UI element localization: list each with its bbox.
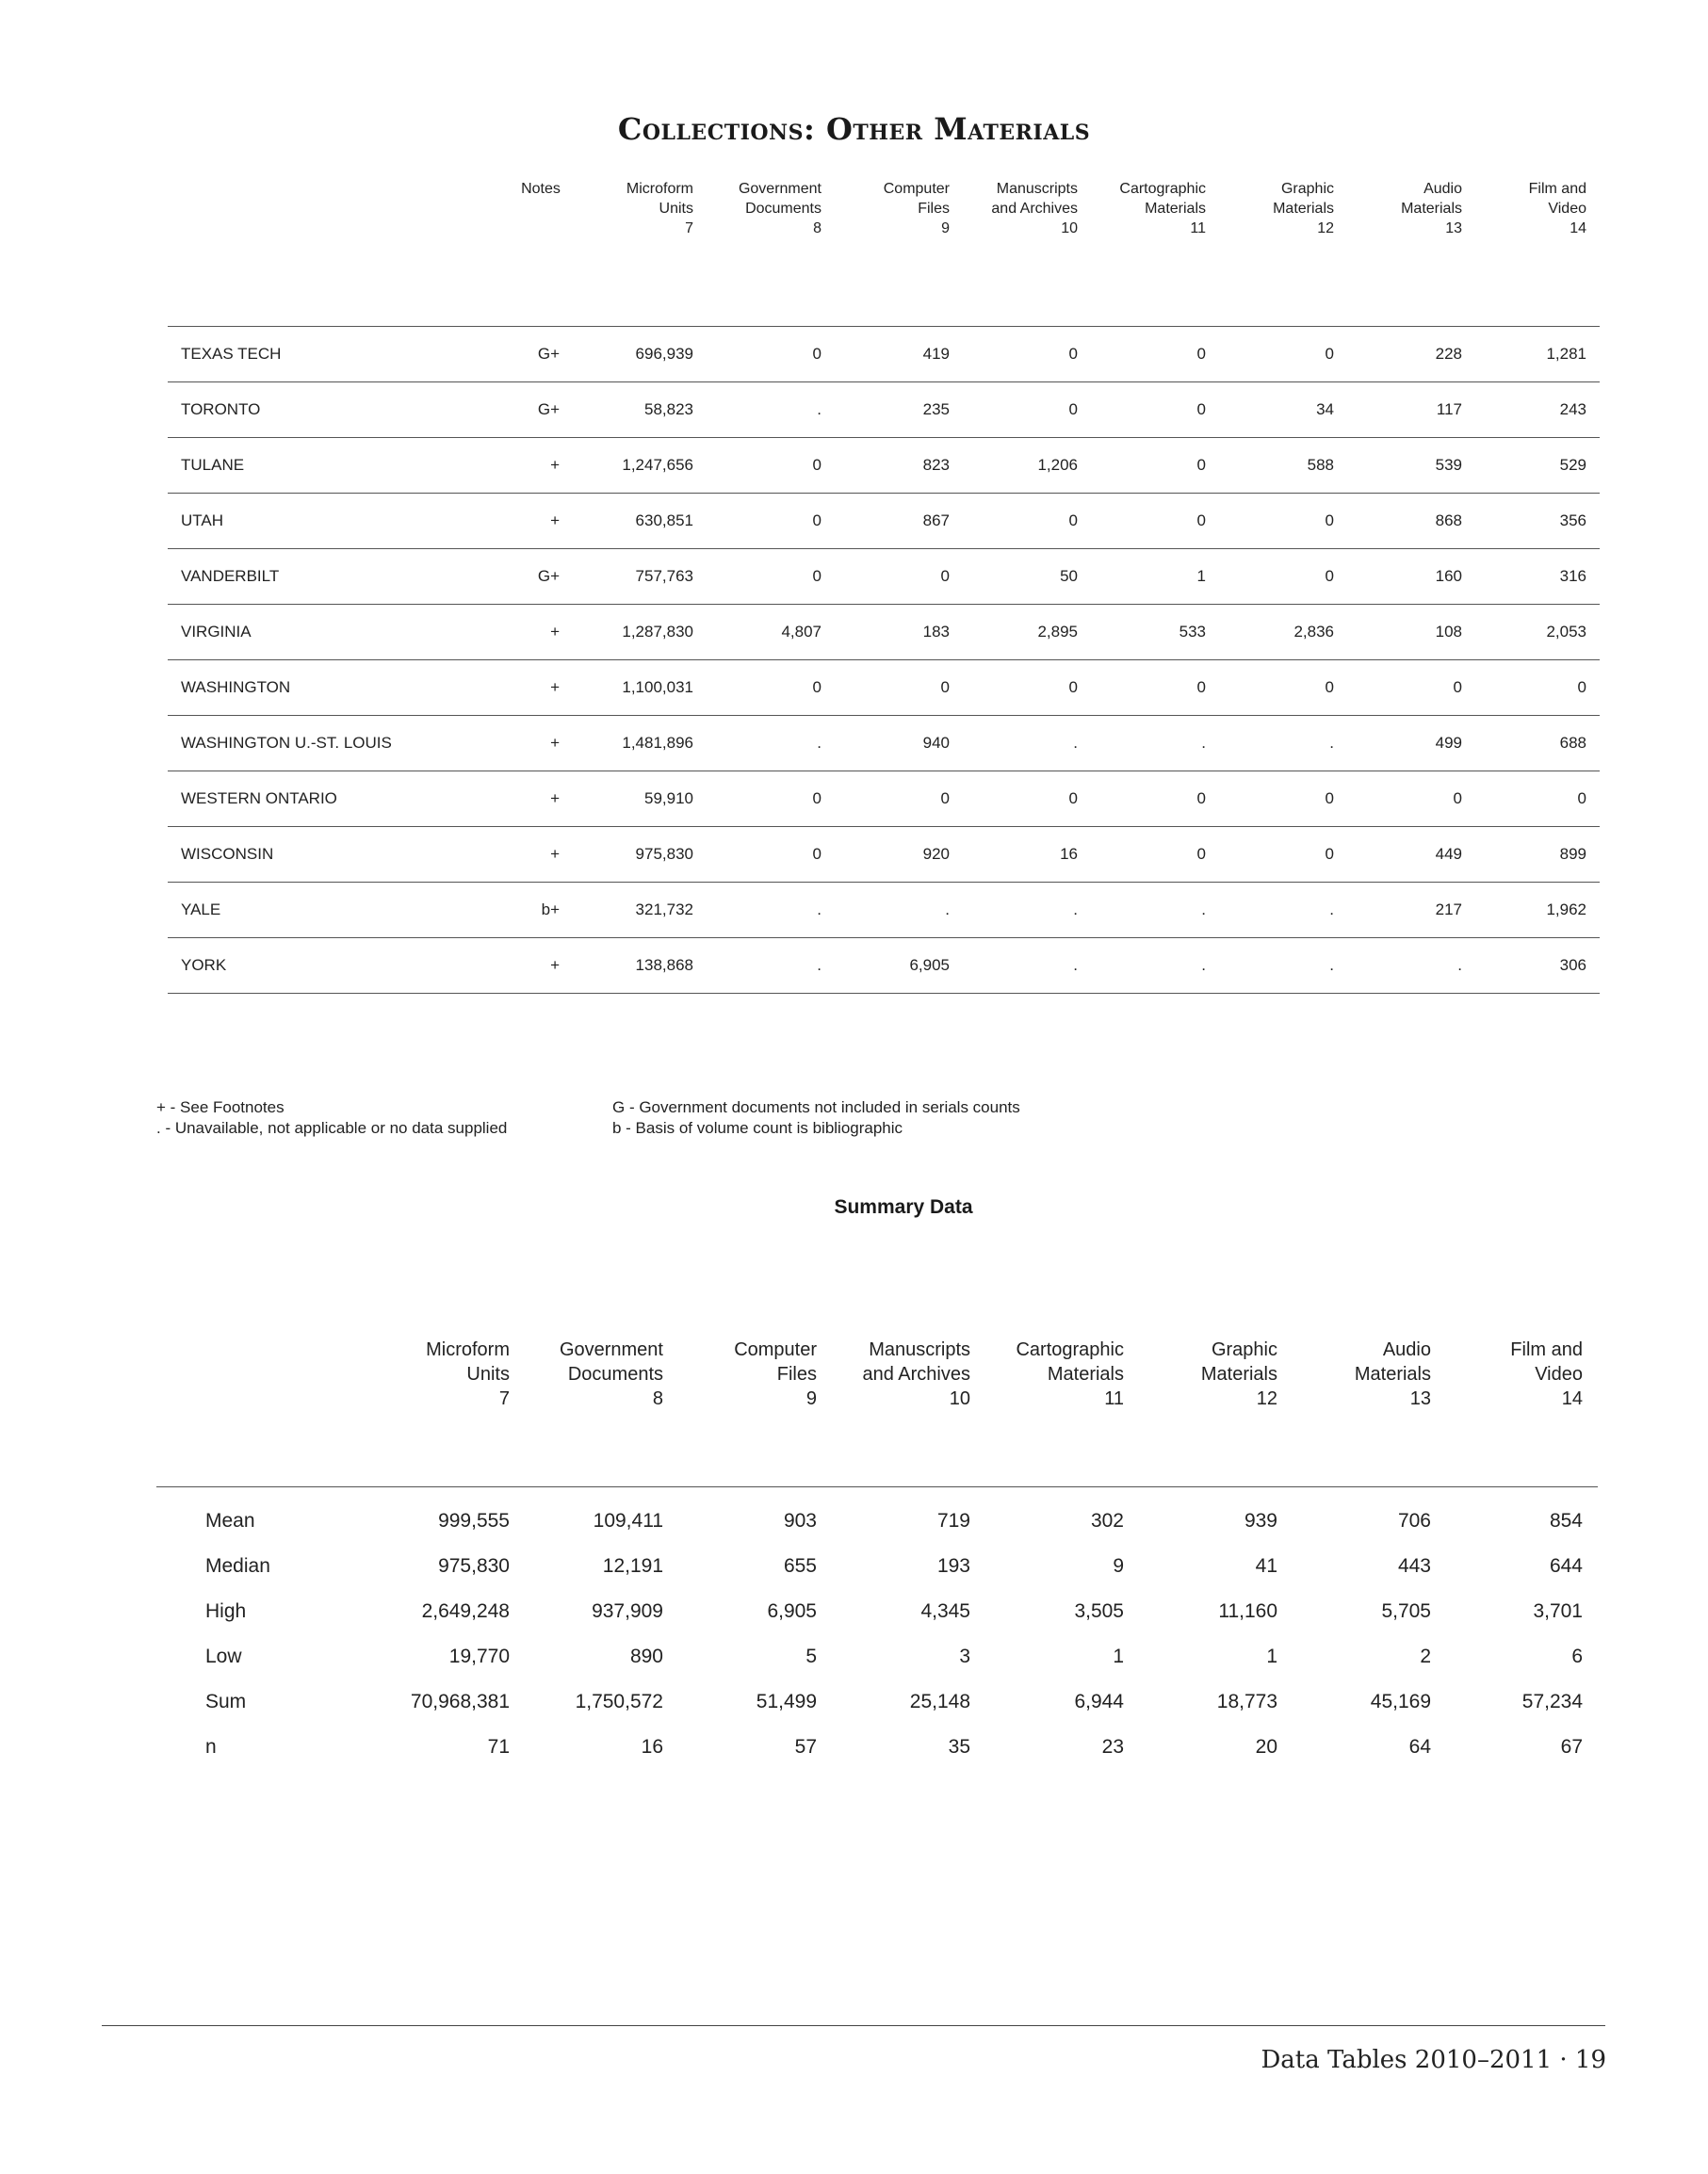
header-line: Audio <box>1423 181 1462 197</box>
summary-header-2 <box>525 1338 678 1487</box>
header-line: 12 <box>1317 220 1334 236</box>
table-cell: 23 <box>1101 1736 1124 1758</box>
page-title: Collections: Other Materials <box>617 111 1091 147</box>
main_table-header-4 <box>835 179 963 327</box>
table-cell: 9 <box>1113 1555 1124 1577</box>
table-row <box>168 883 1600 938</box>
table-cell: 2,053 <box>1475 605 1600 660</box>
header-line: Manuscripts <box>996 181 1078 197</box>
header-line: Film and <box>1528 181 1586 197</box>
header-line: 11 <box>1190 220 1206 236</box>
table-row <box>168 716 1600 771</box>
table-cell: 823 <box>835 438 963 494</box>
table-cell: 0 <box>1219 827 1347 883</box>
summary-header-4 <box>832 1338 985 1487</box>
main_table-header-3 <box>707 179 835 327</box>
table-cell: 0 <box>963 494 1091 549</box>
header-line: and Archives <box>991 201 1078 217</box>
table-cell: 12,191 <box>602 1555 663 1577</box>
table-cell: 0 <box>707 327 835 382</box>
header-line: Materials <box>1145 201 1206 217</box>
table-cell: 58,823 <box>573 382 707 438</box>
header-line: 10 <box>949 1388 970 1409</box>
table-cell: 630,851 <box>573 494 707 549</box>
table-cell: 0 <box>835 660 963 716</box>
table-cell: 6 <box>1571 1646 1583 1667</box>
table-cell: 3 <box>959 1646 970 1667</box>
row-label: TORONTO <box>168 382 509 438</box>
header-line: Files <box>918 201 950 217</box>
legend-footnotes: + - See Footnotes <box>156 1098 285 1116</box>
summary-header-5 <box>985 1338 1139 1487</box>
summary-header-6 <box>1139 1338 1293 1487</box>
table-cell: 975,830 <box>438 1555 510 1577</box>
table-cell: 0 <box>1219 327 1347 382</box>
table-cell: 1,281 <box>1475 327 1600 382</box>
legend-right <box>612 1097 1020 1139</box>
other-materials-table <box>168 179 1600 994</box>
table-cell: 5 <box>805 1646 817 1667</box>
table-cell: 67 <box>1560 1736 1583 1758</box>
legend-left <box>156 1097 507 1139</box>
table-cell: . <box>1219 883 1347 938</box>
table-cell: 1 <box>1113 1646 1124 1667</box>
table-cell: 6,905 <box>835 938 963 994</box>
table-row <box>156 1679 1598 1725</box>
table-cell: 0 <box>1219 494 1347 549</box>
table-cell: 0 <box>1091 438 1219 494</box>
header-line: Manuscripts <box>869 1339 970 1360</box>
table-cell: 235 <box>835 382 963 438</box>
table-row <box>168 494 1600 549</box>
table-cell: 5,705 <box>1381 1600 1431 1622</box>
table-row <box>168 605 1600 660</box>
main_table-header-7 <box>1219 179 1347 327</box>
table-cell: 0 <box>707 438 835 494</box>
table-cell: 696,939 <box>573 327 707 382</box>
table-cell: 588 <box>1219 438 1347 494</box>
table-cell: 868 <box>1347 494 1475 549</box>
table-cell: . <box>1091 883 1219 938</box>
table-cell: 71 <box>487 1736 510 1758</box>
table-row <box>156 1589 1598 1634</box>
table-cell: . <box>1091 938 1219 994</box>
header-line: Documents <box>745 201 821 217</box>
summary-title: Summary Data <box>834 1196 973 1218</box>
header-line: 9 <box>805 1388 817 1409</box>
table-cell: 2,836 <box>1219 605 1347 660</box>
table-cell: . <box>707 938 835 994</box>
row-label: WESTERN ONTARIO <box>168 771 509 827</box>
header-line: Computer <box>734 1339 817 1360</box>
header-line: 14 <box>1570 220 1586 236</box>
header-line: 10 <box>1061 220 1078 236</box>
header-line: Microform <box>626 181 693 197</box>
row-label: WASHINGTON <box>168 660 509 716</box>
table-cell: 0 <box>963 771 1091 827</box>
table-cell: + <box>509 827 573 883</box>
row-label: Median <box>205 1555 270 1577</box>
table-cell: 228 <box>1347 327 1475 382</box>
table-cell: 51,499 <box>756 1691 817 1712</box>
table-cell: 59,910 <box>573 771 707 827</box>
table-cell: G+ <box>509 549 573 605</box>
header-line: Documents <box>567 1364 663 1385</box>
table-row <box>168 938 1600 994</box>
table-cell: . <box>1219 938 1347 994</box>
table-cell: 16 <box>963 827 1091 883</box>
table-cell: 316 <box>1475 549 1600 605</box>
row-label: YALE <box>168 883 509 938</box>
table-cell: 3,701 <box>1533 1600 1583 1622</box>
row-label: Mean <box>156 1487 347 1545</box>
table-cell: 4,345 <box>920 1600 970 1622</box>
table-cell: 0 <box>1091 660 1219 716</box>
legend-bibliographic: b - Basis of volume count is bibliographic <box>612 1119 903 1137</box>
header-line: Film and <box>1510 1339 1583 1360</box>
table-cell: 57 <box>794 1736 817 1758</box>
header-line: and Archives <box>862 1364 970 1385</box>
table-cell: 529 <box>1475 438 1600 494</box>
table-cell: b+ <box>509 883 573 938</box>
table-cell: 1,962 <box>1475 883 1600 938</box>
header-line: Materials <box>1354 1364 1431 1385</box>
table-cell: 937,909 <box>592 1600 663 1622</box>
summary-table <box>156 1338 1598 1770</box>
table-cell: 34 <box>1219 382 1347 438</box>
table-cell: 0 <box>1347 771 1475 827</box>
header-line: Notes <box>521 181 561 197</box>
header-line: 7 <box>685 220 693 236</box>
table-cell: 25,148 <box>909 1691 970 1712</box>
table-cell: 50 <box>963 549 1091 605</box>
summary-header-1 <box>347 1338 525 1487</box>
row-label: TULANE <box>168 438 509 494</box>
page-footer: Data Tables 2010–2011 · 19 <box>1261 2046 1606 2074</box>
table-cell: 0 <box>1091 771 1219 827</box>
table-cell: + <box>509 716 573 771</box>
table-cell: 321,732 <box>573 883 707 938</box>
table-cell: 243 <box>1475 382 1600 438</box>
table-row <box>168 549 1600 605</box>
table-cell: 0 <box>1091 382 1219 438</box>
row-label: UTAH <box>168 494 509 549</box>
legend-government: G - Government documents not included in serials counts <box>612 1098 1020 1116</box>
row-label: WASHINGTON U.-ST. LOUIS <box>168 716 509 771</box>
table-cell: 655 <box>783 1555 817 1577</box>
row-label: WISCONSIN <box>168 827 509 883</box>
table-cell: 0 <box>1475 660 1600 716</box>
table-cell: 0 <box>1091 827 1219 883</box>
table-cell: 70,968,381 <box>410 1691 510 1712</box>
header-line: 13 <box>1445 220 1462 236</box>
header-line: Government <box>559 1339 663 1360</box>
header-line: Graphic <box>1280 181 1334 197</box>
table-cell: 999,555 <box>347 1487 525 1545</box>
table-cell: 45,169 <box>1370 1691 1431 1712</box>
table-cell: 533 <box>1091 605 1219 660</box>
table-cell: 0 <box>1091 494 1219 549</box>
footer-rule <box>102 2025 1605 2026</box>
table-cell: 193 <box>936 1555 970 1577</box>
table-cell: 0 <box>1219 549 1347 605</box>
row-label: YORK <box>168 938 509 994</box>
main_table-header-0 <box>168 179 509 327</box>
table-cell: 1 <box>1266 1646 1277 1667</box>
table-cell: 0 <box>1219 660 1347 716</box>
table-cell: 4,807 <box>707 605 835 660</box>
table-row <box>168 438 1600 494</box>
row-label: VANDERBILT <box>168 549 509 605</box>
table-cell: . <box>835 883 963 938</box>
table-cell: 975,830 <box>573 827 707 883</box>
table-cell: 1,287,830 <box>573 605 707 660</box>
table-cell: 3,505 <box>1074 1600 1124 1622</box>
table-cell: 1,481,896 <box>573 716 707 771</box>
header-line: Materials <box>1200 1364 1277 1385</box>
table-cell: 6,944 <box>1074 1691 1124 1712</box>
table-cell: . <box>1219 716 1347 771</box>
table-cell: 108 <box>1347 605 1475 660</box>
table-cell: 419 <box>835 327 963 382</box>
table-cell: 939 <box>1139 1487 1293 1545</box>
table-cell: 0 <box>707 549 835 605</box>
table-cell: 0 <box>1219 771 1347 827</box>
table-cell: 757,763 <box>573 549 707 605</box>
table-cell: 920 <box>835 827 963 883</box>
table-cell: 2,649,248 <box>421 1600 510 1622</box>
table-cell: 706 <box>1293 1487 1446 1545</box>
table-row <box>156 1725 1598 1770</box>
row-label: High <box>205 1600 247 1622</box>
header-line: Government <box>738 181 821 197</box>
main_table-header-1 <box>509 179 573 327</box>
table-cell: 138,868 <box>573 938 707 994</box>
table-row <box>156 1544 1598 1589</box>
table-cell: + <box>509 605 573 660</box>
table-cell: 940 <box>835 716 963 771</box>
table-row <box>168 660 1600 716</box>
table-cell: . <box>707 883 835 938</box>
table-row <box>168 827 1600 883</box>
header-line: Materials <box>1273 201 1334 217</box>
table-cell: 64 <box>1408 1736 1431 1758</box>
table-cell: 2 <box>1420 1646 1431 1667</box>
table-cell: 0 <box>1091 327 1219 382</box>
header-line: Computer <box>883 181 950 197</box>
header-line: 11 <box>1104 1388 1124 1409</box>
table-cell: 443 <box>1397 1555 1431 1577</box>
table-cell: + <box>509 494 573 549</box>
header-line: 9 <box>941 220 950 236</box>
header-line: 7 <box>498 1388 510 1409</box>
table-cell: 217 <box>1347 883 1475 938</box>
table-cell: 20 <box>1255 1736 1277 1758</box>
table-cell: 688 <box>1475 716 1600 771</box>
table-cell: G+ <box>509 327 573 382</box>
table-cell: 183 <box>835 605 963 660</box>
table-cell: 109,411 <box>525 1487 678 1545</box>
table-cell: 57,234 <box>1521 1691 1583 1712</box>
main_table-header-9 <box>1475 179 1600 327</box>
table-cell: 117 <box>1347 382 1475 438</box>
table-cell: 719 <box>832 1487 985 1545</box>
header-line: Units <box>659 201 693 217</box>
table-cell: 1,247,656 <box>573 438 707 494</box>
table-cell: 18,773 <box>1216 1691 1277 1712</box>
table-cell: + <box>509 438 573 494</box>
table-cell: 0 <box>707 660 835 716</box>
table-cell: 1,100,031 <box>573 660 707 716</box>
main_table-header-8 <box>1347 179 1475 327</box>
table-cell: 306 <box>1475 938 1600 994</box>
header-line: Graphic <box>1211 1339 1277 1360</box>
table-cell: 0 <box>963 660 1091 716</box>
table-row <box>168 382 1600 438</box>
header-line: Cartographic <box>1016 1339 1124 1360</box>
table-cell: + <box>509 771 573 827</box>
header-line: Materials <box>1401 201 1462 217</box>
table-cell: 2,895 <box>963 605 1091 660</box>
summary-header-8 <box>1446 1338 1598 1487</box>
table-cell: . <box>963 716 1091 771</box>
table-cell: 539 <box>1347 438 1475 494</box>
table-cell: . <box>963 938 1091 994</box>
row-label: Sum <box>205 1691 247 1712</box>
table-cell: 0 <box>707 827 835 883</box>
table-cell: 899 <box>1475 827 1600 883</box>
header-line: Audio <box>1382 1339 1431 1360</box>
table-cell: 356 <box>1475 494 1600 549</box>
header-line: Cartographic <box>1119 181 1206 197</box>
header-line: Materials <box>1047 1364 1124 1385</box>
header-line: 13 <box>1409 1388 1431 1409</box>
table-cell: 0 <box>963 327 1091 382</box>
table-row <box>168 771 1600 827</box>
table-cell: 867 <box>835 494 963 549</box>
row-label: TEXAS TECH <box>168 327 509 382</box>
main_table-header-5 <box>963 179 1091 327</box>
table-cell: 0 <box>1347 660 1475 716</box>
summary-header-7 <box>1293 1338 1446 1487</box>
table-cell: 499 <box>1347 716 1475 771</box>
table-row <box>156 1487 1598 1545</box>
row-label: Low <box>205 1646 242 1667</box>
table-cell: . <box>963 883 1091 938</box>
table-cell: 0 <box>707 494 835 549</box>
table-cell: 16 <box>641 1736 663 1758</box>
header-line: Files <box>776 1364 817 1385</box>
table-cell: 449 <box>1347 827 1475 883</box>
table-cell: 6,905 <box>767 1600 817 1622</box>
table-cell: . <box>707 382 835 438</box>
table-cell: . <box>1347 938 1475 994</box>
row-label: n <box>205 1736 217 1758</box>
table-cell: 302 <box>985 1487 1139 1545</box>
legend-unavailable: . - Unavailable, not applicable or no data supplied <box>156 1119 508 1137</box>
main_table-header-6 <box>1091 179 1219 327</box>
table-cell: 903 <box>678 1487 832 1545</box>
table-cell: 890 <box>629 1646 663 1667</box>
header-line: 8 <box>813 220 821 236</box>
table-cell: 35 <box>948 1736 970 1758</box>
table-cell: 19,770 <box>448 1646 510 1667</box>
table-cell: + <box>509 660 573 716</box>
table-cell: 0 <box>1475 771 1600 827</box>
table-cell: 0 <box>707 771 835 827</box>
header-line: Video <box>1535 1364 1583 1385</box>
table-cell: 644 <box>1549 1555 1583 1577</box>
table-cell: G+ <box>509 382 573 438</box>
table-cell: 160 <box>1347 549 1475 605</box>
header-line: 8 <box>652 1388 663 1409</box>
table-row <box>156 1634 1598 1679</box>
table-cell: + <box>509 938 573 994</box>
table-cell: . <box>707 716 835 771</box>
header-line: Units <box>466 1364 510 1385</box>
table-cell: 1,206 <box>963 438 1091 494</box>
table-row <box>168 327 1600 382</box>
summary-header-3 <box>678 1338 832 1487</box>
table-cell: 1,750,572 <box>575 1691 663 1712</box>
table-cell: 0 <box>835 771 963 827</box>
table-cell: 41 <box>1255 1555 1277 1577</box>
table-cell: . <box>1091 716 1219 771</box>
table-cell: 11,160 <box>1218 1600 1277 1622</box>
header-line: Microform <box>426 1339 510 1360</box>
row-label: VIRGINIA <box>168 605 509 660</box>
table-cell: 854 <box>1446 1487 1598 1545</box>
header-line: Video <box>1548 201 1586 217</box>
header-line: 14 <box>1561 1388 1583 1409</box>
main_table-header-2 <box>573 179 707 327</box>
table-cell: 0 <box>963 382 1091 438</box>
summary-header-0 <box>156 1338 347 1487</box>
header-line: 12 <box>1256 1388 1277 1409</box>
table-cell: 1 <box>1091 549 1219 605</box>
table-cell: 0 <box>835 549 963 605</box>
